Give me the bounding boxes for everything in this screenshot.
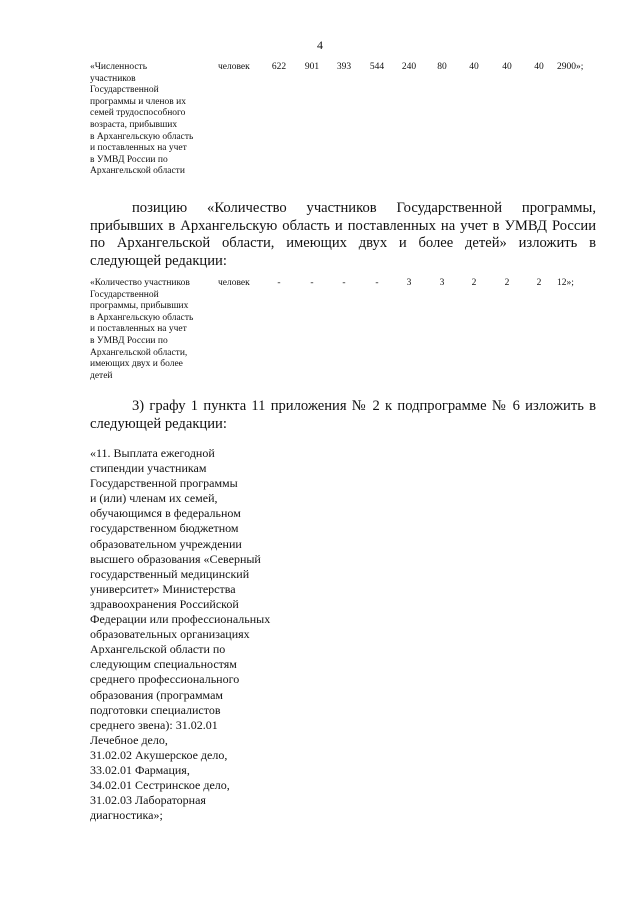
- row-value-3: -: [342, 278, 346, 288]
- table-row-families: [90, 278, 600, 388]
- row-value-1: -: [277, 278, 281, 288]
- row-value-3: 393: [336, 62, 352, 72]
- cell-text-item-11: «11. Выплата ежегодной стипендии участникам Государственной программы и (или) членам их семей, обучающимся в федеральном государственном бюджетном образовательном учреждении высшего образования «Северный государственный медицинский университет» Министерства здравоохранения Российской Федерации или профессиональных образовательных организациях Архангельской области по следующим специальностям среднего профессионального образования (программам подготовки специалистов среднего звена): 31.02.01 Лечебное дело, 31.02.02 Акушерское дело, 33.02.01 Фармация, 34.02.01 Сестринское дело, 31.02.03 Лабораторная диагностика»;: [90, 446, 271, 823]
- paragraph-amendment: 3) графу 1 пункта 11 приложения № 2 к подпрограмме № 6 изложить в следующей редакции:: [90, 398, 596, 432]
- row-value-7: 40: [469, 62, 479, 72]
- row-value-9: 2: [536, 278, 542, 288]
- row-value-8: 40: [502, 62, 512, 72]
- row-unit: человек: [218, 62, 250, 72]
- row-value-6: 80: [437, 62, 447, 72]
- page-number: 4: [317, 38, 323, 52]
- row-value-9: 40: [534, 62, 544, 72]
- row-value-4: -: [375, 278, 379, 288]
- row-value-5: 240: [401, 62, 417, 72]
- row-value-6: 3: [439, 278, 445, 288]
- row-value-total: 12»;: [557, 278, 574, 288]
- row-value-8: 2: [504, 278, 510, 288]
- row-unit: человек: [218, 278, 250, 288]
- row-value-2: -: [310, 278, 314, 288]
- row-label: «Количество участников Государственной программы, прибывших в Архангельскую область и поставленных на учет в УМВД России по Архангельской области, имеющих двух и более детей: [90, 278, 194, 381]
- row-value-2: 901: [304, 62, 320, 72]
- row-value-7: 2: [471, 278, 477, 288]
- table-row-population: [90, 62, 600, 182]
- row-value-total: 2900»;: [557, 62, 584, 72]
- row-value-5: 3: [406, 278, 412, 288]
- row-value-4: 544: [369, 62, 385, 72]
- paragraph-position: позицию «Количество участников Государственной программы, прибывших в Архангельскую область и поставленных на учет в УМВД России по Архангельской области, имеющих двух и более детей» изложить в следующей редакции:: [90, 200, 596, 269]
- row-label: «Численность участников Государственной программы и членов их семей трудоспособного возраста, прибывших в Архангельскую область и поставленных на учет в УМВД России по Архангельской области: [90, 62, 194, 177]
- row-value-1: 622: [271, 62, 287, 72]
